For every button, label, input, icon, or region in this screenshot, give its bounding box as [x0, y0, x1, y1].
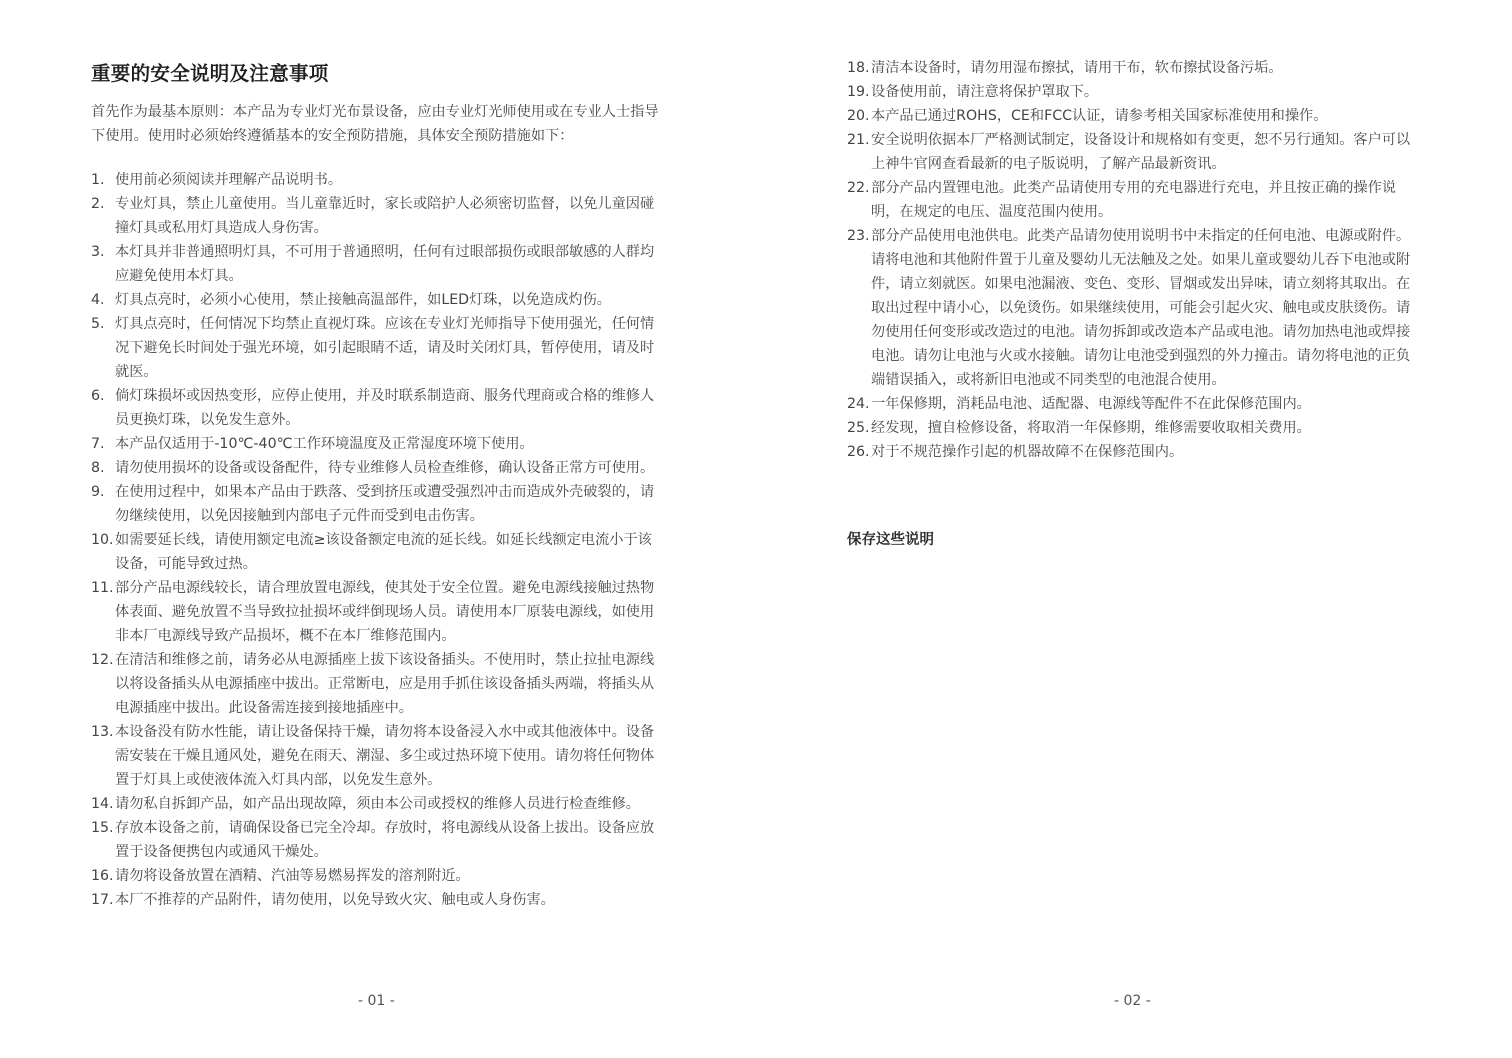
safety-item	[847, 104, 1419, 128]
item-number: 19.	[847, 84, 870, 100]
intro-paragraph: 首先作为最基本原则：本产品为专业灯光布景设备，应由专业灯光师使用或在专业人士指导下使用。使用时必须始终遵循基本的安全预防措施，具体安全预防措施如下：	[91, 104, 659, 144]
safety-item	[91, 816, 663, 864]
item-number: 16.	[91, 868, 114, 884]
item-number: 23.	[847, 228, 870, 244]
item-number: 2.	[91, 196, 105, 212]
item-number: 9.	[91, 484, 105, 500]
item-number: 6.	[91, 388, 105, 404]
safety-item	[91, 192, 663, 240]
item-text: 本厂不推荐的产品附件，请勿使用，以免导致火灾、触电或人身伤害。	[115, 892, 555, 908]
safety-item	[91, 384, 663, 432]
page-number: - 02 -	[1114, 993, 1151, 1009]
item-number: 20.	[847, 108, 870, 124]
item-number: 1.	[91, 172, 105, 188]
safety-item	[847, 440, 1419, 464]
safety-item	[847, 392, 1419, 416]
item-number: 15.	[91, 820, 114, 836]
save-instructions-heading: 保存这些说明	[847, 532, 934, 548]
safety-item	[847, 128, 1419, 176]
item-text: 本灯具并非普通照明灯具，不可用于普通照明，任何有过眼部损伤或眼部敏感的人群均应避免使用本灯具。	[115, 244, 655, 284]
safety-item	[91, 288, 663, 312]
item-text: 本产品已通过ROHS，CE和FCC认证，请参考相关国家标准使用和操作。	[871, 108, 1328, 124]
item-text: 请勿使用损坏的设备或设备配件，待专业维修人员检查维修，确认设备正常方可使用。	[115, 460, 655, 476]
safety-item	[847, 416, 1419, 440]
item-text: 部分产品使用电池供电。此类产品请勿使用说明书中未指定的任何电池、电源或附件。请将电池和其他附件置于儿童及婴幼儿无法触及之处。如果儿童或婴幼儿吞下电池或附件，请立刻就医。如果电池漏液、变色、变形、冒烟或发出异味，请立刻将其取出。在取出过程中请小心，以免烫伤。如果继续使用，可能会引起火灾、触电或皮肤烫伤。请勿使用任何变形或改造过的电池。请勿拆卸或改造本产品或电池。请勿加热电池或焊接电池。请勿让电池与火或水接触。请勿让电池受到强烈的外力撞击。请勿将电池的正负端错误插入，或将新旧电池或不同类型的电池混合使用。	[871, 228, 1411, 388]
item-number: 22.	[847, 180, 870, 196]
document-title: 重要的安全说明及注意事项	[91, 62, 329, 85]
item-text: 存放本设备之前，请确保设备已完全冷却。存放时，将电源线从设备上拔出。设备应放置于设备便携包内或通风干燥处。	[115, 820, 655, 860]
item-number: 24.	[847, 396, 870, 412]
item-text: 清洁本设备时，请勿用湿布擦拭，请用干布，软布擦拭设备污垢。	[871, 60, 1283, 76]
page-number: - 01 -	[358, 993, 395, 1009]
item-number: 5.	[91, 316, 105, 332]
safety-item	[847, 80, 1419, 104]
item-text: 倘灯珠损坏或因热变形，应停止使用，并及时联系制造商、服务代理商或合格的维修人员更换灯珠，以免发生意外。	[115, 388, 655, 428]
item-text: 部分产品内置锂电池。此类产品请使用专用的充电器进行充电，并且按正确的操作说明，在规定的电压、温度范围内使用。	[871, 180, 1396, 220]
item-text: 使用前必须阅读并理解产品说明书。	[115, 172, 343, 188]
item-text: 灯具点亮时，任何情况下均禁止直视灯珠。应该在专业灯光师指导下使用强光，任何情况下避免长时间处于强光环境，如引起眼睛不适，请及时关闭灯具，暂停使用，请及时就医。	[115, 316, 655, 380]
item-number: 26.	[847, 444, 870, 460]
item-text: 部分产品电源线较长，请合理放置电源线，使其处于安全位置。避免电源线接触过热物体表面、避免放置不当导致拉扯损坏或绊倒现场人员。请使用本厂原装电源线，如使用非本厂电源线导致产品损坏，概不在本厂维修范围内。	[115, 580, 655, 644]
item-text: 在使用过程中，如果本产品由于跌落、受到挤压或遭受强烈冲击而造成外壳破裂的，请勿继续使用，以免因接触到内部电子元件而受到电击伤害。	[115, 484, 655, 524]
safety-item	[91, 888, 663, 912]
item-text: 在清洁和维修之前，请务必从电源插座上拔下该设备插头。不使用时，禁止拉扯电源线以将设备插头从电源插座中拔出。正常断电，应是用手抓住该设备插头两端，将插头从电源插座中拔出。此设备需连接到接地插座中。	[115, 652, 655, 716]
safety-item	[91, 168, 663, 192]
item-number: 25.	[847, 420, 870, 436]
safety-item	[91, 312, 663, 384]
item-number: 3.	[91, 244, 105, 260]
item-number: 8.	[91, 460, 105, 476]
item-number: 12.	[91, 652, 114, 668]
safety-item	[847, 56, 1419, 80]
safety-item	[91, 576, 663, 648]
item-number: 4.	[91, 292, 105, 308]
item-number: 7.	[91, 436, 105, 452]
item-text: 经发现，擅自检修设备，将取消一年保修期，维修需要收取相关费用。	[871, 420, 1311, 436]
item-number: 18.	[847, 60, 870, 76]
item-number: 11.	[91, 580, 114, 596]
item-number: 14.	[91, 796, 114, 812]
safety-item	[847, 224, 1419, 392]
item-number: 13.	[91, 724, 114, 740]
item-text: 请勿私自拆卸产品，如产品出现故障，须由本公司或授权的维修人员进行检查维修。	[115, 796, 640, 812]
safety-item	[847, 176, 1419, 224]
safety-item	[91, 864, 663, 888]
item-number: 21.	[847, 132, 870, 148]
item-text: 本产品仅适用于-10℃-40℃工作环境温度及正常湿度环境下使用。	[115, 436, 534, 452]
safety-item	[91, 648, 663, 720]
item-text: 请勿将设备放置在酒精、汽油等易燃易挥发的溶剂附近。	[115, 868, 470, 884]
item-text: 设备使用前，请注意将保护罩取下。	[871, 84, 1099, 100]
item-number: 17.	[91, 892, 114, 908]
safety-item	[91, 240, 663, 288]
item-text: 专业灯具，禁止儿童使用。当儿童靠近时，家长或陪护人必须密切监督，以免儿童因碰撞灯具或私用灯具造成人身伤害。	[115, 196, 655, 236]
safety-item	[91, 528, 663, 576]
safety-item	[91, 480, 663, 528]
safety-item	[91, 720, 663, 792]
item-text: 如需要延长线，请使用额定电流≥该设备额定电流的延长线。如延长线额定电流小于该设备，可能导致过热。	[115, 532, 652, 572]
safety-item	[91, 792, 663, 816]
item-text: 安全说明依据本厂严格测试制定，设备设计和规格如有变更，恕不另行通知。客户可以上神牛官网查看最新的电子版说明，了解产品最新资讯。	[871, 132, 1411, 172]
item-text: 一年保修期，消耗品电池、适配器、电源线等配件不在此保修范围内。	[871, 396, 1311, 412]
safety-item	[91, 432, 663, 456]
safety-list-page-2	[847, 56, 1419, 464]
item-number: 10.	[91, 532, 114, 548]
safety-item	[91, 456, 663, 480]
item-text: 对于不规范操作引起的机器故障不在保修范围内。	[871, 444, 1184, 460]
item-text: 灯具点亮时，必须小心使用，禁止接触高温部件，如LED灯珠，以免造成灼伤。	[115, 292, 611, 308]
safety-list-page-1	[91, 168, 663, 912]
item-text: 本设备没有防水性能，请让设备保持干燥，请勿将本设备浸入水中或其他液体中。设备需安装在干燥且通风处，避免在雨天、潮湿、多尘或过热环境下使用。请勿将任何物体置于灯具上或使液体流入灯具内部，以免发生意外。	[115, 724, 655, 788]
